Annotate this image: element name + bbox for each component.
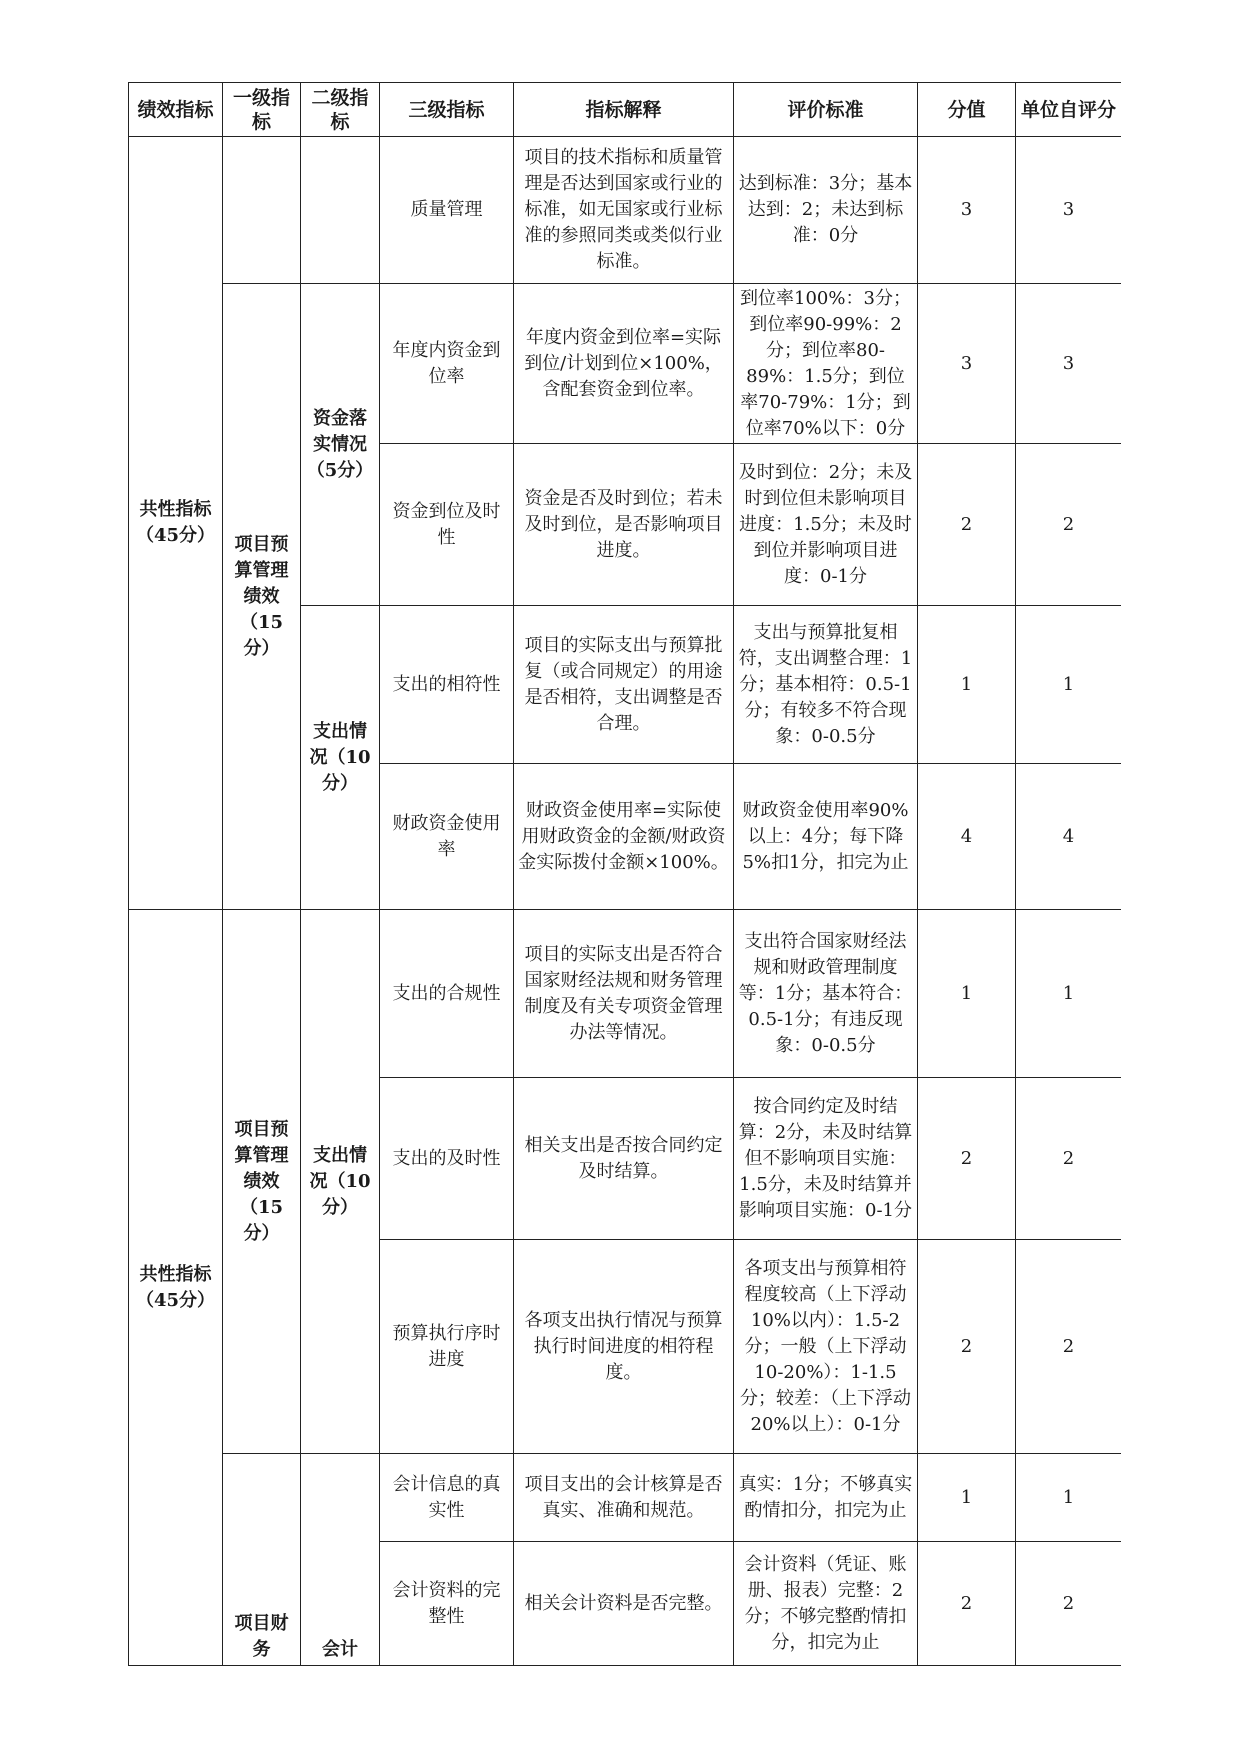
score-cell: 1 (918, 606, 1016, 764)
criteria-cell: 支出符合国家财经法规和财政管理制度等：1分；基本符合：0.5-1分；有违反现象：0-0.5分 (734, 910, 918, 1078)
criteria-cell: 财政资金使用率90%以上：4分；每下降5%扣1分，扣完为止 (734, 764, 918, 910)
level3-cell: 会计资料的完整性 (380, 1542, 514, 1666)
level3-cell: 财政资金使用率 (380, 764, 514, 910)
header-level3-indicator: 三级指标 (380, 83, 514, 137)
level3-cell: 质量管理 (380, 137, 514, 284)
level3-cell: 会计信息的真实性 (380, 1454, 514, 1542)
explanation-cell: 财政资金使用率=实际使用财政资金的金额/财政资金实际拨付金额×100%。 (514, 764, 734, 910)
level3-cell: 支出的合规性 (380, 910, 514, 1078)
self-score-cell: 2 (1016, 444, 1122, 606)
criteria-cell: 各项支出与预算相符程度较高（上下浮动10%以内）：1.5-2分；一般（上下浮动10-20%）：1-1.5分；较差：（上下浮动20%以上）：0-1分 (734, 1240, 918, 1454)
level2-cell-empty (301, 137, 380, 284)
level3-cell: 预算执行序时进度 (380, 1240, 514, 1454)
header-self-score: 单位自评分 (1016, 83, 1122, 137)
level3-cell: 年度内资金到位率 (380, 284, 514, 444)
level2-indicator-cell: 会计 (301, 1454, 380, 1666)
level3-cell: 支出的及时性 (380, 1078, 514, 1240)
explanation-cell: 项目的实际支出是否符合国家财经法规和财务管理制度及有关专项资金管理办法等情况。 (514, 910, 734, 1078)
level3-cell: 支出的相符性 (380, 606, 514, 764)
self-score-cell: 3 (1016, 137, 1122, 284)
level2-indicator-cell: 支出情况（10分） (301, 606, 380, 910)
self-score-cell: 2 (1016, 1078, 1122, 1240)
score-cell: 1 (918, 1454, 1016, 1542)
criteria-cell: 达到标准：3分；基本达到：2；未达到标准：0分 (734, 137, 918, 284)
table-row (129, 137, 1122, 284)
explanation-cell: 相关会计资料是否完整。 (514, 1542, 734, 1666)
score-cell: 3 (918, 284, 1016, 444)
score-cell: 3 (918, 137, 1016, 284)
score-cell: 2 (918, 444, 1016, 606)
header-performance-indicator: 绩效指标 (129, 83, 223, 137)
table-row (129, 1454, 1122, 1542)
explanation-cell: 各项支出执行情况与预算执行时间进度的相符程度。 (514, 1240, 734, 1454)
criteria-cell: 支出与预算批复相符，支出调整合理：1分；基本相符：0.5-1分；有较多不符合现象：0-0.5分 (734, 606, 918, 764)
score-cell: 2 (918, 1542, 1016, 1666)
self-score-cell: 1 (1016, 606, 1122, 764)
criteria-cell: 会计资料（凭证、账册、报表）完整：2分；不够完整酌情扣分，扣完为止 (734, 1542, 918, 1666)
score-cell: 2 (918, 1240, 1016, 1454)
criteria-cell: 真实：1分；不够真实酌情扣分，扣完为止 (734, 1454, 918, 1542)
criteria-cell: 按合同约定及时结算：2分，未及时结算但不影响项目实施：1.5分，未及时结算并影响项目实施：0-1分 (734, 1078, 918, 1240)
criteria-cell: 及时到位：2分；未及时到位但未影响项目进度：1.5分；未及时到位并影响项目进度：0-1分 (734, 444, 918, 606)
self-score-cell: 2 (1016, 1542, 1122, 1666)
level1-cell-empty (223, 137, 301, 284)
level1-indicator-cell: 项目财务 (223, 1454, 301, 1666)
explanation-cell: 资金是否及时到位；若未及时到位，是否影响项目进度。 (514, 444, 734, 606)
self-score-cell: 3 (1016, 284, 1122, 444)
level1-indicator-cell: 项目预算管理绩效（15分） (223, 284, 301, 910)
header-evaluation-criteria: 评价标准 (734, 83, 918, 137)
score-cell: 1 (918, 910, 1016, 1078)
explanation-cell: 项目的技术指标和质量管理是否达到国家或行业的标准，如无国家或行业标准的参照同类或类似行业标准。 (514, 137, 734, 284)
header-row (129, 83, 1122, 137)
evaluation-table-sheet (128, 82, 1121, 1672)
table-row (129, 910, 1122, 1078)
self-score-cell: 4 (1016, 764, 1122, 910)
explanation-cell: 相关支出是否按合同约定及时结算。 (514, 1078, 734, 1240)
criteria-cell (734, 284, 918, 444)
header-indicator-explanation: 指标解释 (514, 83, 734, 137)
level2-indicator-cell: 支出情况（10分） (301, 910, 380, 1454)
performance-evaluation-table (128, 82, 1121, 1666)
level1-indicator-cell: 项目预算管理绩效（15分） (223, 910, 301, 1454)
self-score-cell: 1 (1016, 910, 1122, 1078)
explanation-cell: 年度内资金到位率=实际到位/计划到位×100%，含配套资金到位率。 (514, 284, 734, 444)
performance-indicator-cell: 共性指标（45分） (129, 910, 223, 1666)
table-row (129, 284, 1122, 444)
performance-indicator-cell: 共性指标（45分） (129, 137, 223, 910)
explanation-cell: 项目的实际支出与预算批复（或合同规定）的用途是否相符，支出调整是否合理。 (514, 606, 734, 764)
self-score-cell: 2 (1016, 1240, 1122, 1454)
score-cell: 4 (918, 764, 1016, 910)
header-level2-indicator: 二级指标 (301, 83, 380, 137)
level3-cell: 资金到位及时性 (380, 444, 514, 606)
self-score-cell: 1 (1016, 1454, 1122, 1542)
criteria-text: 到位率100%：3分；到位率90-99%：2分；到位率80-89%：1.5分；到位率70-79%：1分；到位率70%以下：0分 (740, 287, 911, 439)
header-level1-indicator: 一级指标 (223, 83, 301, 137)
score-cell: 2 (918, 1078, 1016, 1240)
header-score: 分值 (918, 83, 1016, 137)
level2-indicator-cell: 资金落实情况（5分） (301, 284, 380, 606)
explanation-cell: 项目支出的会计核算是否真实、准确和规范。 (514, 1454, 734, 1542)
